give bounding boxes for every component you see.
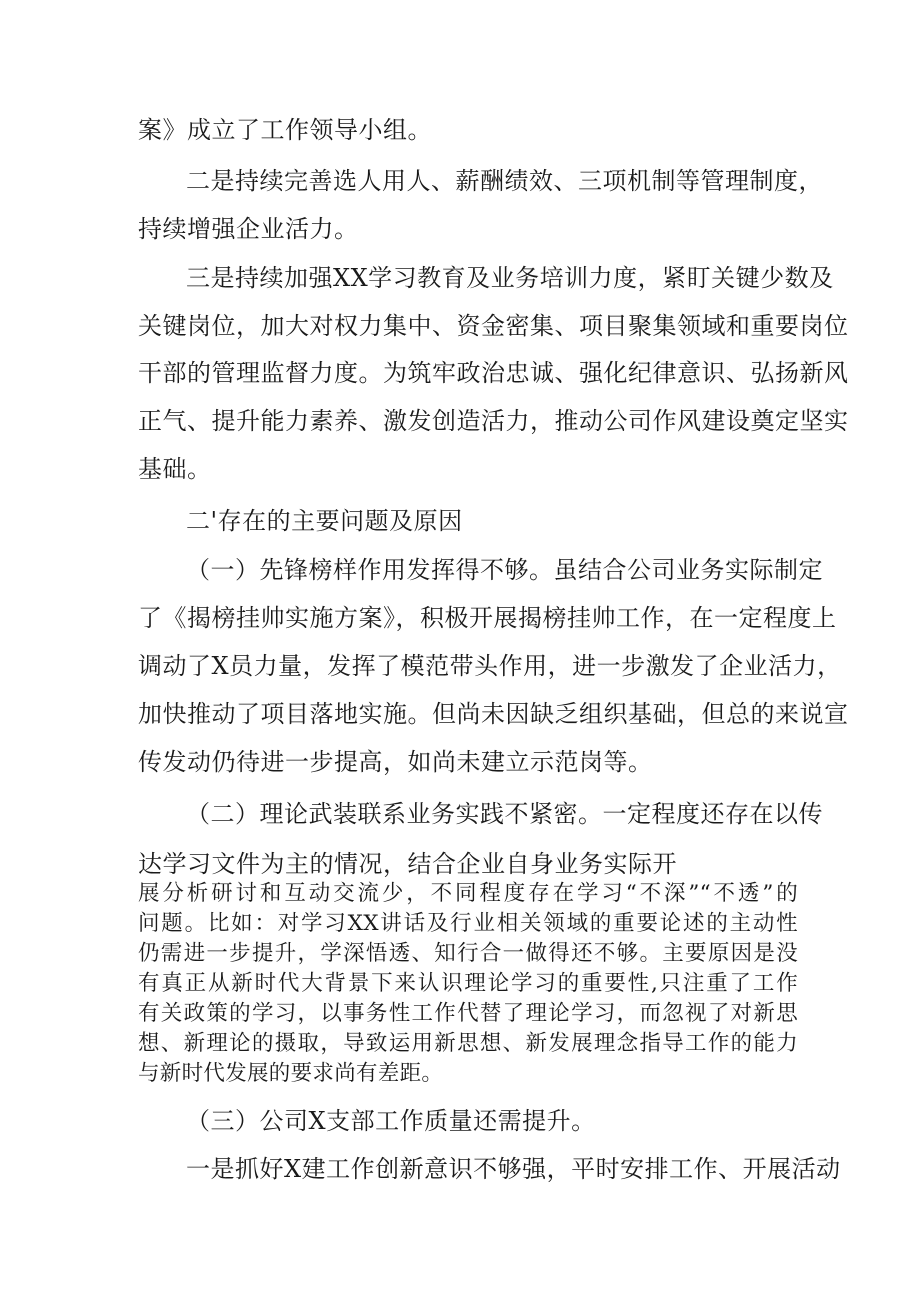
text-line-3: 持续增强企业活力。 [138, 215, 359, 243]
text-line-14: 传发动仍待进一步提高，如尚未建立示范岗等。 [138, 748, 653, 776]
section-heading: 二'存在的主要问题及原因 [186, 507, 463, 535]
text-line-16: 达学习文件为主的情况，结合企业自身业务实际开 [138, 850, 677, 878]
text-line-5: 关键岗位，加大对权力集中、资金密集、项目聚集领域和重要岗位 [138, 312, 849, 340]
text-line-20: 有真正从新时代大背景下来认识理论学习的重要性,只注重了工作 [138, 971, 798, 996]
text-line-10: （一）先锋榜样作用发挥得不够。虽结合公司业务实际制定 [186, 556, 823, 584]
text-line-17: 展分析研讨和互动交流少，不同程度存在学习“不深”“不透”的 [138, 881, 798, 906]
text-line-1: 案》成立了工作领导小组。 [138, 116, 432, 144]
text-line-19: 仍需进一步提升，学深悟透、知行合一做得还不够。主要原因是没 [138, 941, 798, 966]
text-line-8: 基础。 [138, 455, 212, 483]
text-line-24: （三）公司X支部工作质量还需提升。 [186, 1107, 596, 1135]
text-line-22: 想、新理论的摄取，导致运用新思想、新发展理念指导工作的能力 [138, 1031, 798, 1056]
text-line-21: 有关政策的学习，以事务性工作代替了理论学习，而忽视了对新思 [138, 1001, 798, 1026]
text-line-18: 问题。比如：对学习XX讲话及行业相关领域的重要论述的主动性 [138, 911, 798, 936]
text-line-4: 三是持续加强XX学习教育及业务培训力度，紧盯关键少数及 [186, 264, 834, 292]
text-line-13: 加快推动了项目落地实施。但尚未因缺乏组织基础，但总的来说宣 [138, 700, 849, 728]
text-line-7: 正气、提升能力素养、激发创造活力，推动公司作风建设奠定坚实 [138, 407, 849, 435]
text-line-2: 二是持续完善选人用人、薪酬绩效、三项机制等管理制度， [186, 167, 823, 195]
text-line-23: 与新时代发展的要求尚有差距。 [138, 1061, 444, 1086]
text-line-25: 一是抓好X建工作创新意识不够强，平时安排工作、开展活动 [186, 1155, 841, 1183]
text-line-6: 干部的管理监督力度。为筑牢政治忠诚、强化纪律意识、弘扬新风 [138, 359, 849, 387]
text-line-12: 调动了X员力量，发挥了模范带头作用，进一步激发了企业活力， [138, 652, 842, 680]
text-line-11: 了《揭榜挂帅实施方案》，积极开展揭榜挂帅工作，在一定程度上 [138, 604, 837, 632]
text-line-15: （二）理论武装联系业务实践不紧密。一定程度还存在以传 [186, 800, 823, 828]
